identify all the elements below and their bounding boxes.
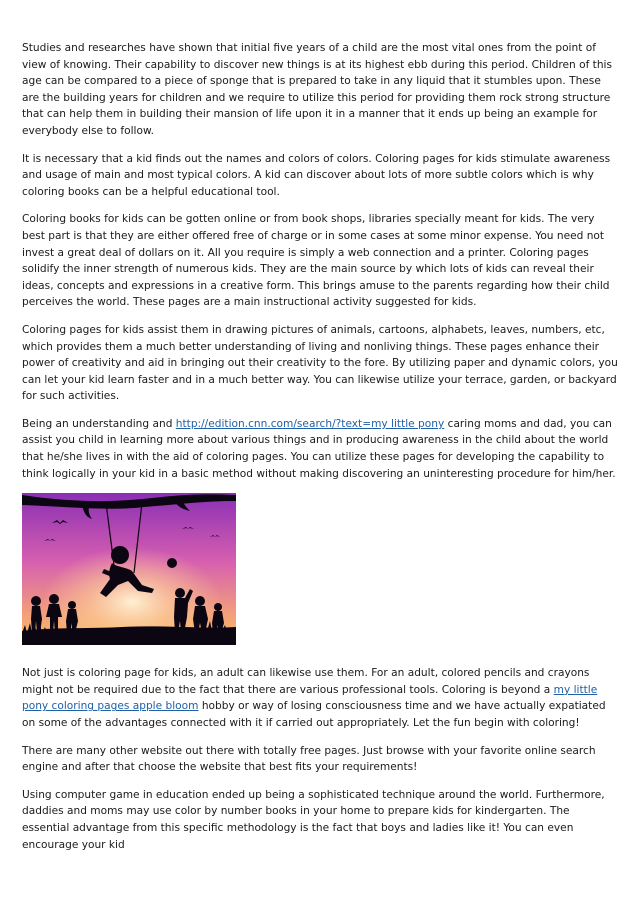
paragraph-parents-text-2: caring moms and dad, you can assist you child in learning more about various things and in producing awareness in the child about the world that he/she lives in with the aid of coloring pages. You can utilize these pages for developing the capability to think logically in your kid in a basic method without making discovering an uninteresting procedure for him/her.: [22, 417, 616, 480]
paragraph-adults-text-1: Not just is coloring page for kids, an adult can likewise use them. For an adult, colored pencils and crayons might not be required due to the fact that there are various professional tools. Coloring is beyond a: [22, 667, 590, 696]
paragraph-computer-games: Using computer game in education ended up being a sophisticated technique around the world. Furthermore, daddies and moms may use color by number books in your home to prepare kids for kindergarten. The essential advantage from this specific methodology is the fact that boys and ladies like it! You can even encourage your kid: [22, 788, 605, 851]
paragraph-adults: [22, 665, 620, 731]
paragraph-colors: It is necessary that a kid finds out the names and colors of colors. Coloring pages for kids stimulate awareness and usage of main and most typical colors. A kid can discover about lots of more subtle colors which is why coloring books can be a helpful educational tool.: [22, 152, 611, 198]
paragraph-intro: Studies and researches have shown that initial five years of a child are the most vital ones from the point of view of knowing. Their capability to discover new things is at its highest ebb during this period. Children of this age can be compared to a piece of sponge that is prepared to take in any liquid that it stumbles upon. These are the building years for children and we require to utilize this period for providing them rock strong structure that can help them in building their mansion of life upon it in a manner that it ends up being an example for everybody else to follow.: [22, 42, 612, 137]
paragraph-websites: There are many other website out there with totally free pages. Just browse with your favorite online search engine and after that choose the website that best fits your requirements!: [22, 744, 596, 774]
children-swing-silhouette-image: [22, 493, 236, 645]
paragraph-drawing: Coloring pages for kids assist them in drawing pictures of animals, cartoons, alphabets, leaves, numbers, etc, which provides them a much better understanding of living and nonliving things. These pages enhance their power of creativity and aid in bringing out their creativity to the fore. By utilizing paper and dynamic colors, you can let your kid learn faster and in a much better way. You can likewise utilize your terrace, garden, or backyard for such activities.: [22, 323, 618, 403]
paragraph-parents: [22, 416, 620, 482]
apple-bloom-coloring-link[interactable]: my little pony coloring pages apple bloom: [22, 683, 598, 713]
paragraph-adults-text-2: hobby or way of losing consciousness time and we have actually expatiated on some of the advantages connected with it if carried out appropriately. Let the fun begin with coloring!: [22, 700, 606, 730]
paragraph-parents-text-1: Being an understanding and: [22, 417, 176, 430]
paragraph-coloring-books: Coloring books for kids can be gotten online or from book shops, libraries specially meant for kids. The very best part is that they are either offered free of charge or in some cases at some minor expense. You need not invest a great deal of dollars on it. All you require is simply a web connection and a printer. Coloring pages solidify the inner strength of numerous kids. They are the main source by which lots of kids can reveal their ideas, concepts and expressions in a creative form. This brings amuse to the parents regarding how their child perceives the world. These pages are a main instructional activity suggested for kids.: [22, 213, 610, 309]
cnn-search-link[interactable]: http://edition.cnn.com/search/?text=my little pony: [175, 417, 445, 430]
document-page: [22, 40, 620, 864]
